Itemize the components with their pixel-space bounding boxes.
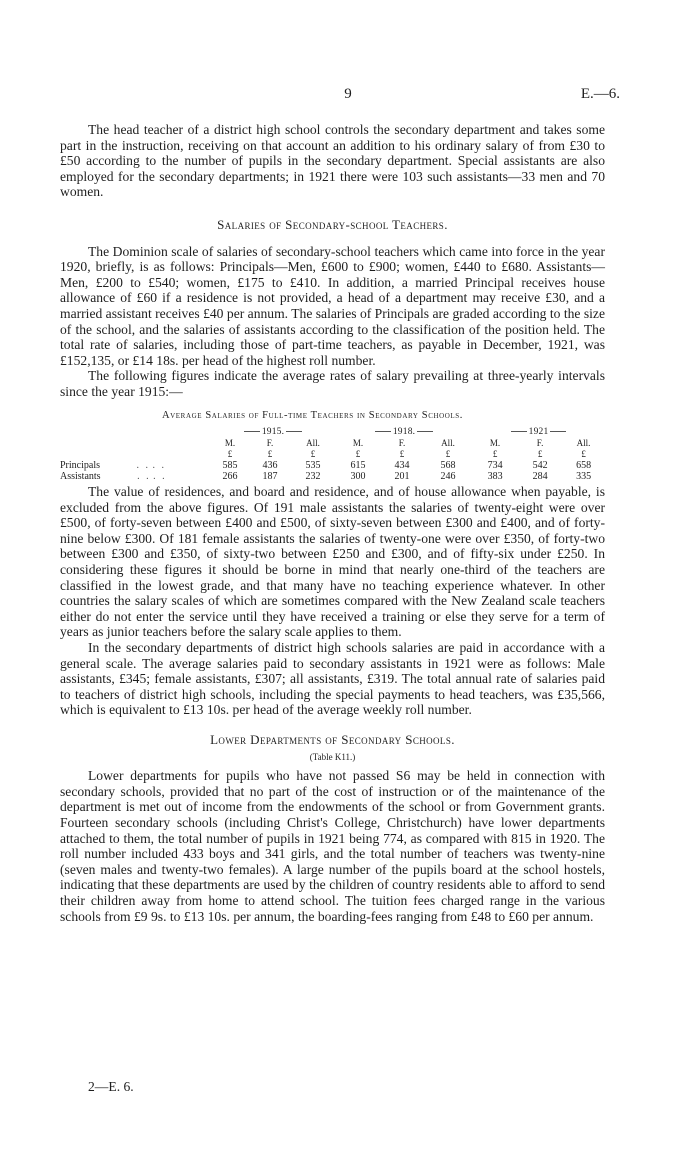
table-reference: (Table K11.) (309, 751, 356, 762)
paragraph-figures-intro: The following figures indicate the average rates of salary prevailing at three-yearly intervals since the year 1915:— (60, 368, 605, 399)
row-label-principals: Principals . . . . (60, 460, 166, 472)
paragraph-lower-departments: Lower departments for pupils who have not passed S6 may be held in connection with secondary schools, provided that no part of the cost of instruction or of the maintenance of the department is met out of income from the endowments of the school or from Government grants. Fourteen secondary schools (including Christ's College, Christchurch) have lower departments attached to them, the total number of pupils in 1921 being 774, as compared with 815 in 1920. The roll number included 433 boys and 341 girls, and the total number of teachers was twenty-nine (seven males and twenty-two females). A large number of the pupils board at the school hostels, indicating that these departments are used by the children of country residents able to afford to send their children away from home to attend school. The tuition fees charged range in the various schools from £9 9s. to £13 10s. per annum, the boarding-fees ranging from £48 to £60 per annum. (60, 768, 605, 924)
table-cell: 535 (305, 460, 321, 472)
unit-pound: £ (267, 449, 273, 460)
table-cell: 187 (262, 471, 278, 483)
body-text (60, 122, 605, 924)
heading-lower-departments: Lower Departments of Secondary Schools. (210, 732, 455, 747)
year-header-1915: 1915. (210, 427, 336, 438)
table-cell: 284 (532, 471, 548, 483)
year-header-1918: 1918. (336, 427, 472, 438)
table-cell: 266 (222, 471, 238, 483)
subheader-female: F. (536, 438, 544, 449)
unit-pound: £ (445, 449, 451, 460)
table-cell: 201 (394, 471, 410, 483)
table-cell: 300 (350, 471, 366, 483)
table-cell: 434 (394, 460, 410, 472)
unit-pound: £ (537, 449, 543, 460)
paragraph-district-high-school: The head teacher of a district high school controls the secondary department and takes some part in the instruction, receiving on that account an addition to his ordinary salary of from £30 to £50 according to the number of pupils in the secondary department. Special assistants are also employed for the secondary departments; in 1921 there were 103 such assistants—33 men and 70 women. (60, 122, 605, 200)
page-header (88, 86, 620, 106)
table-cell: 658 (576, 460, 592, 472)
table-subheader-row (60, 438, 605, 449)
page-signature: 2—E. 6. (88, 1079, 134, 1094)
report-reference: E.—6. (580, 86, 620, 102)
subheader-all: All. (306, 438, 320, 449)
table-cell: 585 (222, 460, 238, 472)
subheader-all: All. (441, 438, 455, 449)
table-year-row (60, 427, 605, 438)
table-cell: 335 (576, 471, 592, 483)
paragraph-district-salaries: In the secondary departments of district high schools salaries are paid in accordance with a general scale. The average salaries paid to secondary assistants in 1921 were as follows: Male assistants, £345; female assistants, £307; all assistants, £319. The total annual rate of salaries paid to teachers of district high schools, including the special payments to head teachers, was £35,566, which is equivalent to £13 10s. per head of the average weekly roll number. (60, 640, 605, 718)
unit-pound: £ (492, 449, 498, 460)
table-unit-row (60, 449, 605, 460)
paragraph-residences: The value of residences, and board and residence, and of house allowance when payable, is excluded from the above figures. Of 191 male assistants the salaries of twenty-eight were over £500, of forty-seven between £400 and £500, of sixty-seven between £300 and £400, and of forty-nine below £300. Of 181 female assistants the salaries of twenty-one were over £350, of forty-two between £300 and £350, of sixty-two between £250 and £300, and of fifty-six under £250. In considering these figures it should be borne in mind that nearly one-third of the teachers are classified in the lowest grade, and that many have no teaching experience whatever. In other countries the salary scales of which are sometimes compared with the New Zealand scale teachers either do not enter the service until they have received a training or else they serve for a term of years as junior teachers before the salary scale applies to them. (60, 484, 605, 640)
subheader-female: F. (398, 438, 406, 449)
table-cell: 734 (487, 460, 503, 472)
paragraph-dominion-scale: The Dominion scale of salaries of secondary-school teachers which came into force in the year 1920, briefly, is as follows: Principals—Men, £600 to £900; women, £440 to £680. Assistants—Men, £200 to £540; women, £175 to £410. In addition, a married Principal receives house allowance of £60 if a residence is not provided, a head of a department may receive £30, and a married assistant receives £40 per annum. The salaries of Principals are graded according to the size of the school, and the salaries of assistants according to the classification of the position held. The total rate of salaries, including those of part-time teachers, as payable in December, 1921, was £152,135, or £14 18s. per head of the highest roll number. (60, 243, 605, 368)
page-number: 9 (344, 86, 352, 102)
heading-salaries: Salaries of Secondary-school Teachers. (217, 216, 448, 232)
table-cell: 568 (440, 460, 456, 472)
table-cell: 383 (487, 471, 503, 483)
unit-pound: £ (581, 449, 586, 460)
table-cell: 246 (440, 471, 456, 483)
table-cell: 232 (305, 471, 321, 483)
subheader-female: F. (266, 438, 274, 449)
subheader-male: M. (224, 438, 236, 449)
table-row-assistants (60, 471, 605, 482)
unit-pound: £ (355, 449, 361, 460)
subheader-male: M. (352, 438, 364, 449)
table-cell: 542 (532, 460, 548, 472)
subheader-all: All. (576, 438, 591, 449)
unit-pound: £ (310, 449, 316, 460)
table-caption: Average Salaries of Full-time Teachers in Secondary Schools. (161, 409, 464, 421)
row-label-assistants: Assistants . . . . (60, 471, 167, 483)
table-cell: 615 (350, 460, 366, 472)
table-cell: 436 (262, 460, 278, 472)
salary-table (60, 427, 605, 482)
unit-pound: £ (399, 449, 405, 460)
unit-pound: £ (227, 449, 233, 460)
year-header-1921: 1921 (472, 427, 605, 438)
table-row-principals (60, 460, 605, 471)
subheader-male: M. (489, 438, 501, 449)
